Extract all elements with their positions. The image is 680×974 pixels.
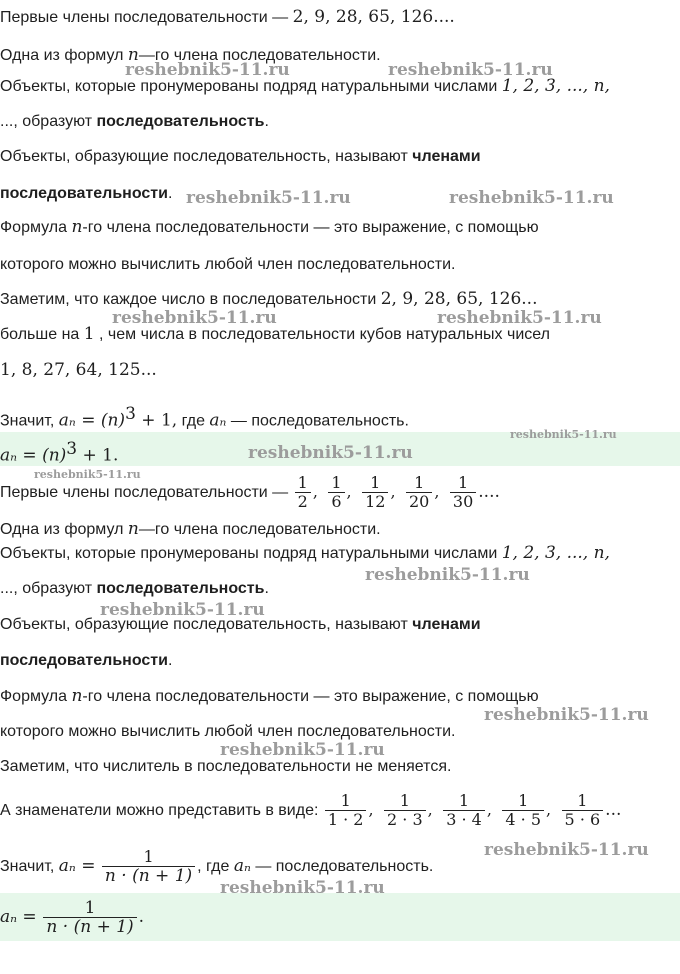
watermark: reshebnik5-11.ru <box>449 188 614 208</box>
watermark: reshebnik5-11.ru <box>248 443 413 463</box>
p1-def5-text-b: -го члена последовательности — это выражение, с помощью <box>82 219 539 236</box>
fraction-denominator: 12 <box>362 492 388 511</box>
p2-fraction <box>406 474 432 511</box>
p2-def2-line <box>0 578 269 600</box>
comma: , <box>390 482 396 501</box>
p1-def2-text: ..., образуют <box>0 113 97 130</box>
p2-def6-text: которого можно вычислить любой член последовательности. <box>0 723 456 740</box>
p1-note2-text-b: , чем числа в последовательности кубов натуральных чисел <box>94 326 550 343</box>
p1-cubes-line <box>0 359 157 382</box>
p1-def5-line <box>0 216 539 239</box>
p1-answer-line <box>0 438 118 467</box>
fraction-numerator: 1 <box>297 473 308 493</box>
p2-def1-text: Объекты, которые пронумерованы подряд натуральными числами <box>0 545 502 562</box>
fraction-denominator: 5 · 6 <box>562 810 604 829</box>
p2-fraction <box>328 474 344 511</box>
p2-fraction <box>295 474 311 511</box>
fraction-denominator: 6 <box>328 492 344 511</box>
p2-formula-text-a: Одна из формул <box>0 521 128 538</box>
p1-terms: 2, 9, 28, 65, 126.... <box>292 7 455 27</box>
p2-answer-fraction <box>43 899 136 936</box>
fraction-denominator: 20 <box>406 492 432 511</box>
p1-def6-line <box>0 254 455 276</box>
fraction-numerator: 1 <box>340 791 351 811</box>
watermark: reshebnik5-11.ru <box>510 428 617 441</box>
fraction-numerator: 1 <box>331 473 342 493</box>
p2-denom-fraction <box>443 792 485 829</box>
comma: , <box>486 800 492 819</box>
p1-formula-n: n <box>127 45 139 65</box>
p1-def6-text: которого можно вычислить любой член последовательности. <box>0 256 456 273</box>
p2-concl-fraction <box>102 848 195 885</box>
p2-answer-tail: . <box>138 907 145 927</box>
p2-denom-fraction <box>562 792 604 829</box>
p2-concl-text-c: — последовательность. <box>250 858 434 875</box>
p2-note1-text: Заметим, что числитель в последовательности не меняется. <box>0 758 452 775</box>
comma: , <box>427 800 433 819</box>
p2-answer-box <box>0 893 680 941</box>
p1-def2-bold: последовательность <box>96 113 265 130</box>
p2-def4-bold: последовательности <box>0 652 168 669</box>
p2-def5-n: n <box>71 686 83 706</box>
p1-note2-text-a: больше на <box>0 326 84 343</box>
p2-denoms-tail: ... <box>605 800 622 820</box>
p2-fraction <box>450 474 476 511</box>
p1-def1-nums: 1, 2, 3, ..., n, <box>501 76 610 96</box>
p2-def4-end: . <box>167 652 173 669</box>
p2-def5-text-a: Формула <box>0 688 72 705</box>
p2-def5-text-b: -го члена последовательности — это выражение, с помощью <box>82 688 539 705</box>
fraction-numerator: 1 <box>458 791 470 811</box>
p2-concl-lhs: aₙ = <box>58 856 96 876</box>
p1-concl-text-a: Значит, <box>0 412 59 430</box>
p2-formula-n: n <box>127 519 139 539</box>
watermark: reshebnik5-11.ru <box>365 565 530 585</box>
p1-formula-text-a: Одна из формул <box>0 47 128 64</box>
p2-formula-text-b: —го члена последовательности. <box>138 521 381 538</box>
watermark: reshebnik5-11.ru <box>186 188 351 208</box>
fraction-denominator: 4 · 5 <box>502 810 544 829</box>
p2-concl-an: aₙ <box>233 856 251 876</box>
p1-cubes: 1, 8, 27, 64, 125... <box>0 360 157 380</box>
p1-note1-text: Заметим, что каждое число в последовательности <box>0 291 381 308</box>
fraction-denominator: n · (n + 1) <box>102 866 195 885</box>
comma: , <box>368 800 374 819</box>
p2-formula-line <box>0 518 381 541</box>
p1-formula-text-b: —го члена последовательности. <box>138 47 381 64</box>
p1-answer-exponent: 3 <box>66 439 78 459</box>
p1-intro-line <box>0 6 455 29</box>
fraction-numerator: 1 <box>518 791 529 811</box>
p1-note1-seq: 2, 9, 28, 65, 126... <box>380 289 538 309</box>
watermark: reshebnik5-11.ru <box>112 308 277 328</box>
p2-def1-nums: 1, 2, 3, ..., n, <box>501 543 610 563</box>
p1-concl-formula: aₙ = (n) <box>58 410 126 431</box>
watermark: reshebnik5-11.ru <box>484 705 649 725</box>
comma: , <box>312 482 318 501</box>
comma: , <box>434 482 440 501</box>
watermark: reshebnik5-11.ru <box>220 878 385 898</box>
p1-def5-n: n <box>71 217 83 237</box>
p2-answer-line <box>0 897 144 937</box>
p2-concl-text-b: , где <box>197 858 234 875</box>
fraction-numerator: 1 <box>84 898 96 919</box>
p2-def4-line <box>0 650 172 672</box>
watermark: reshebnik5-11.ru <box>220 740 385 760</box>
comma: , <box>546 800 552 819</box>
fraction-numerator: 1 <box>143 847 154 867</box>
p2-note2-text: А знаменатели можно представить в виде: <box>0 802 319 819</box>
p2-denom-fraction <box>502 792 544 829</box>
p2-denom-fraction <box>325 792 367 829</box>
fraction-denominator: 30 <box>450 492 476 511</box>
p1-def2-line <box>0 111 269 133</box>
p1-def3-bold: членами <box>412 148 481 165</box>
p1-concl-plus: + 1, <box>135 410 178 431</box>
p1-def4-line <box>0 183 172 205</box>
p1-def4-end: . <box>167 185 173 202</box>
watermark: reshebnik5-11.ru <box>437 308 602 328</box>
p1-def3-text: Объекты, образующие последовательность, называют <box>0 148 413 165</box>
watermark: reshebnik5-11.ru <box>100 600 265 620</box>
p1-conclusion-line <box>0 403 409 432</box>
fraction-denominator: 2 · 3 <box>384 810 426 829</box>
p2-denom-fraction <box>384 792 426 829</box>
p2-def2-end: . <box>264 580 269 597</box>
p2-answer-lhs: aₙ = <box>0 907 37 927</box>
fraction-numerator: 1 <box>370 473 381 493</box>
p1-def3-line <box>0 146 481 168</box>
fraction-numerator: 1 <box>399 791 410 811</box>
p1-def4-bold: последовательности <box>0 185 168 202</box>
p2-def2-bold: последовательность <box>96 580 265 597</box>
p1-concl-text-c: — последовательность. <box>226 412 409 430</box>
p1-concl-text-b: где <box>177 412 210 430</box>
p2-fraction <box>362 474 388 511</box>
p2-note2-line <box>0 790 621 831</box>
fraction-denominator: 1 · 2 <box>325 810 367 829</box>
p2-def3-text: Объекты, образующие последовательность, называют <box>0 616 413 633</box>
p2-intro-text: Первые члены последовательности — <box>0 484 289 501</box>
p1-answer-plus: + 1. <box>77 445 119 466</box>
p1-note2-num: 1 <box>83 324 95 344</box>
p2-def3-bold: членами <box>412 616 481 633</box>
watermark: reshebnik5-11.ru <box>34 468 141 481</box>
fraction-numerator: 1 <box>457 473 469 493</box>
p2-def1-line <box>0 542 610 565</box>
fraction-numerator: 1 <box>577 791 588 811</box>
p1-def1-text: Объекты, которые пронумерованы подряд натуральными числами <box>0 78 502 95</box>
p1-concl-an: aₙ <box>209 410 227 431</box>
fraction-denominator: n · (n + 1) <box>43 917 136 936</box>
p1-intro-text: Первые члены последовательности — <box>0 9 289 26</box>
watermark: reshebnik5-11.ru <box>388 60 553 80</box>
watermark: reshebnik5-11.ru <box>484 840 649 860</box>
p2-def2-text: ..., образуют <box>0 580 97 597</box>
p2-def5-line <box>0 685 539 708</box>
p2-concl-text-a: Значит, <box>0 858 59 875</box>
fraction-numerator: 1 <box>414 473 425 493</box>
watermark: reshebnik5-11.ru <box>125 60 290 80</box>
fraction-denominator: 3 · 4 <box>443 810 485 829</box>
fraction-denominator: 2 <box>295 492 311 511</box>
p2-fractions-tail: .... <box>478 482 500 502</box>
comma: , <box>346 482 352 501</box>
p1-def5-text-a: Формула <box>0 219 72 236</box>
p1-answer-formula: aₙ = (n) <box>0 445 67 466</box>
p1-def2-end: . <box>264 113 269 130</box>
p1-concl-exponent: 3 <box>125 404 136 424</box>
